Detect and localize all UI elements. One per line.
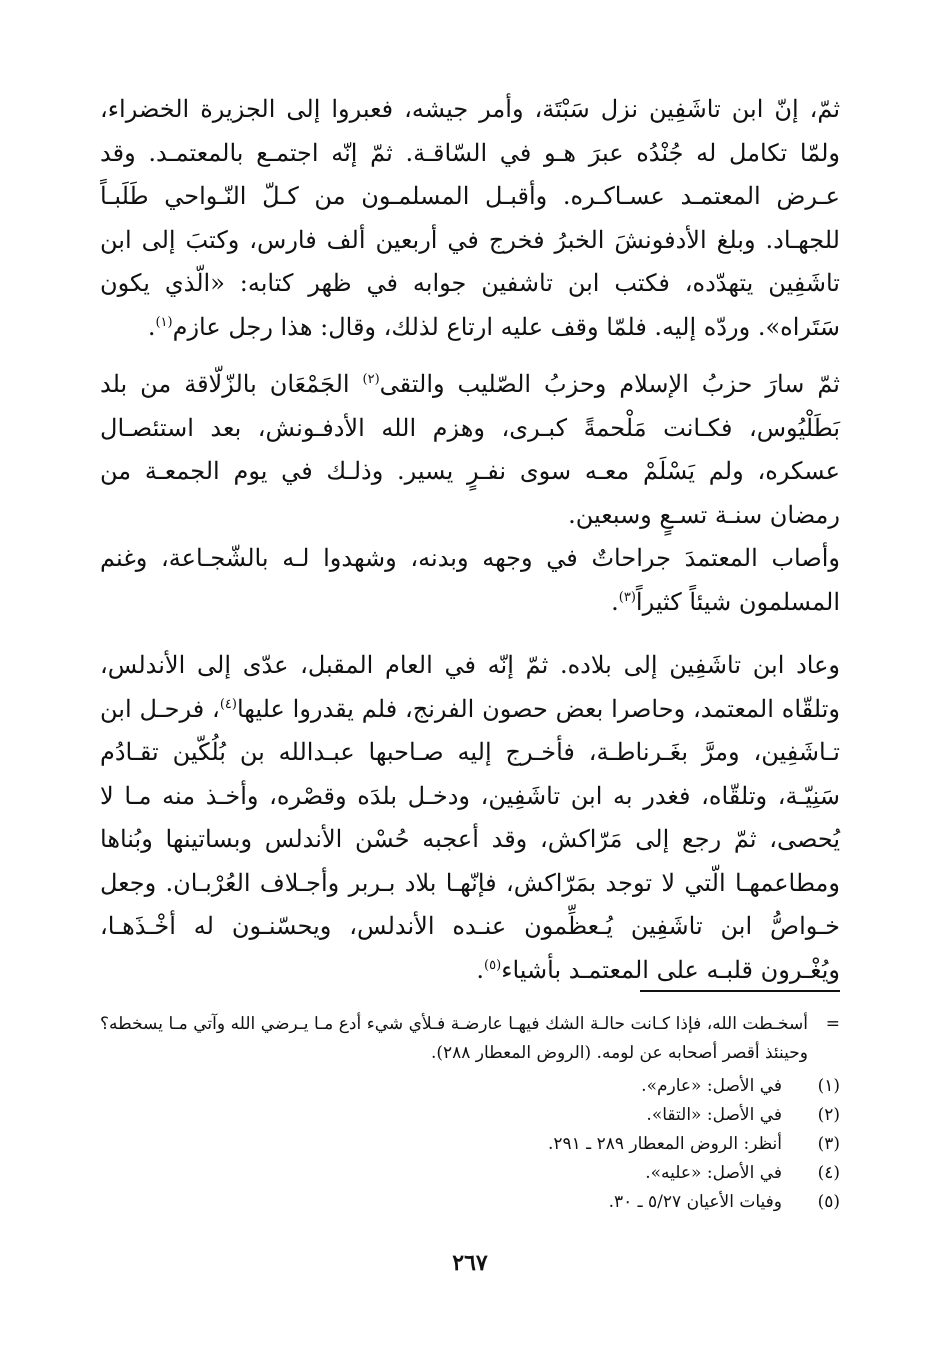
continuation-marker: = bbox=[825, 1014, 840, 1034]
footnote-item bbox=[100, 1188, 840, 1217]
paragraph-1 bbox=[100, 88, 840, 349]
footnote-text: أنظر: الروض المعطار ٢٨٩ ـ ٢٩١. bbox=[547, 1134, 782, 1154]
footnote-number: (١) bbox=[817, 1076, 840, 1096]
footnote-ref-3: (٣) bbox=[618, 589, 636, 605]
paragraph-1-text: ثمّ، إنّ ابن تاشَفِين نزل سَبْتَة، وأمر جيشه، فعبروا إلى الجزيرة الخضراء، ولمّا تكامل له جُنْدُه عبرَ هـو في السّاقـة. ثمّ إنّه اجتمـع بالمعتمـد. وقد عـرض المعتمـد عسـاكـره. وأقبـل المسلمـون من كـلّ النّـواحي طَلَبـاً للجهـاد. وبلغ الأدفونشَ الخبرُ فخرج في أربعين ألف فارس، وكتبَ إلى ابن تاشَفِين يتهدّده، فكتب ابن تاشفين جوابه في ظهر كتابه: «الّذي يكون سَتَراه». وردّه إليه. فلمّا وقف عليه ارتاع لذلك، وقال: هذا رجل عازم bbox=[100, 95, 840, 341]
footnote-continuation bbox=[100, 1010, 840, 1068]
page-number: ٢٦٧ bbox=[452, 1250, 488, 1276]
paragraph-4-end: . bbox=[476, 955, 485, 984]
paragraph-3-end: . bbox=[611, 587, 619, 616]
footnote-text: في الأصل: «التقا». bbox=[646, 1105, 782, 1125]
paragraph-2-text-b: الجَمْعَان بالزّلّاقة من بلد بَطَلْيُوس، فكـانت مَلْحمةً كبـرى، وهزم الله الأدفـونش، بعد استئصـال عسكره، ولم يَسْلَمْ معـه سوى نفـرٍ يسير. وذلـك في يوم الجمعـة من رمضان سنـة تسـعٍ وسبعين. bbox=[100, 370, 840, 529]
footnote-number: (٤) bbox=[817, 1163, 840, 1183]
paragraph-3-text: وأصاب المعتمدَ جراحاتٌ في وجهه وبدنه، وشهدوا لـه بالشّجـاعة، وغنم المسلمون شيئاً كثيراً bbox=[100, 544, 840, 616]
page-body bbox=[100, 88, 840, 992]
footnote-ref-5: (٥) bbox=[484, 957, 502, 973]
paragraph-1-end: . bbox=[147, 312, 156, 341]
continuation-text: أسخـطت الله، فإذا كـانت حالـة الشك فيهـا عارضـة فـلأي شيء أدع مـا يـرضي الله وآتي مـا يسخطه؟ وحينئذ أقصر أصحابه عن لومه. (الروض المعطار ٢٨٨). bbox=[100, 1014, 808, 1063]
footnote-item bbox=[100, 1130, 840, 1159]
footnote-number: (٢) bbox=[817, 1105, 840, 1125]
footnote-divider bbox=[640, 990, 840, 992]
paragraph-3 bbox=[100, 537, 840, 624]
footnote-ref-2: (٢) bbox=[362, 372, 380, 387]
paragraph-4 bbox=[100, 644, 840, 992]
footnote-text: في الأصل: «عليه». bbox=[645, 1163, 782, 1183]
paragraph-2-text-a: ثمّ سارَ حزبُ الإسلام وحزبُ الصّليب والتقى bbox=[379, 370, 840, 398]
footnotes bbox=[100, 1010, 840, 1217]
paragraph-2 bbox=[100, 363, 840, 537]
paragraph-4-text-b: ، فرحـل ابن تـاشَفِين، ومرَّ بغَـرناطـة، فأخـرج إليه صـاحبها عبـدالله بن بُلُكّين تقـادُم سَنِيّـة، وتلقّاه، فغدر به ابن تاشَفِين، ودخـل بلدَه وقصْره، وأخـذ منه مـا لا يُحصى، ثمّ رجع إلى مَرّاكش، وقد أعجبه حُسْن الأندلس وبساتينها وبُناها ومطاعمهـا الّتي لا توجد بمَرّاكش، فإنّهـا بلاد بـربر وأجـلاف العُرْبـان. وجعل خـواصُّ ابن تاشَفِين يُـعظِّمون عنـده الأندلس، ويحسّنـون له أخْـذَهـا، ويُغْـرون قلبـه على المعتمـد بأشياء bbox=[100, 694, 840, 984]
footnote-item bbox=[100, 1159, 840, 1188]
paragraph-4-text-a: وعاد ابن تاشَفِين إلى بلاده. ثمّ إنّه في العام المقبل، عدّى إلى الأندلس، وتلقّاه المعتمد، وحاصرا بعض حصون الفرنج، فلم يقدروا عليها bbox=[100, 651, 840, 723]
footnote-item bbox=[100, 1072, 840, 1101]
footnote-ref-1: (١) bbox=[155, 314, 173, 330]
footnote-text: في الأصل: «عارم». bbox=[641, 1076, 782, 1096]
footnote-number: (٥) bbox=[817, 1192, 840, 1212]
footnote-ref-4: (٤) bbox=[219, 696, 237, 712]
footnote-item bbox=[100, 1101, 840, 1130]
footnote-text: وفيات الأعيان ٥/٢٧ ـ ٣٠. bbox=[608, 1192, 782, 1212]
footnote-number: (٣) bbox=[817, 1134, 840, 1154]
